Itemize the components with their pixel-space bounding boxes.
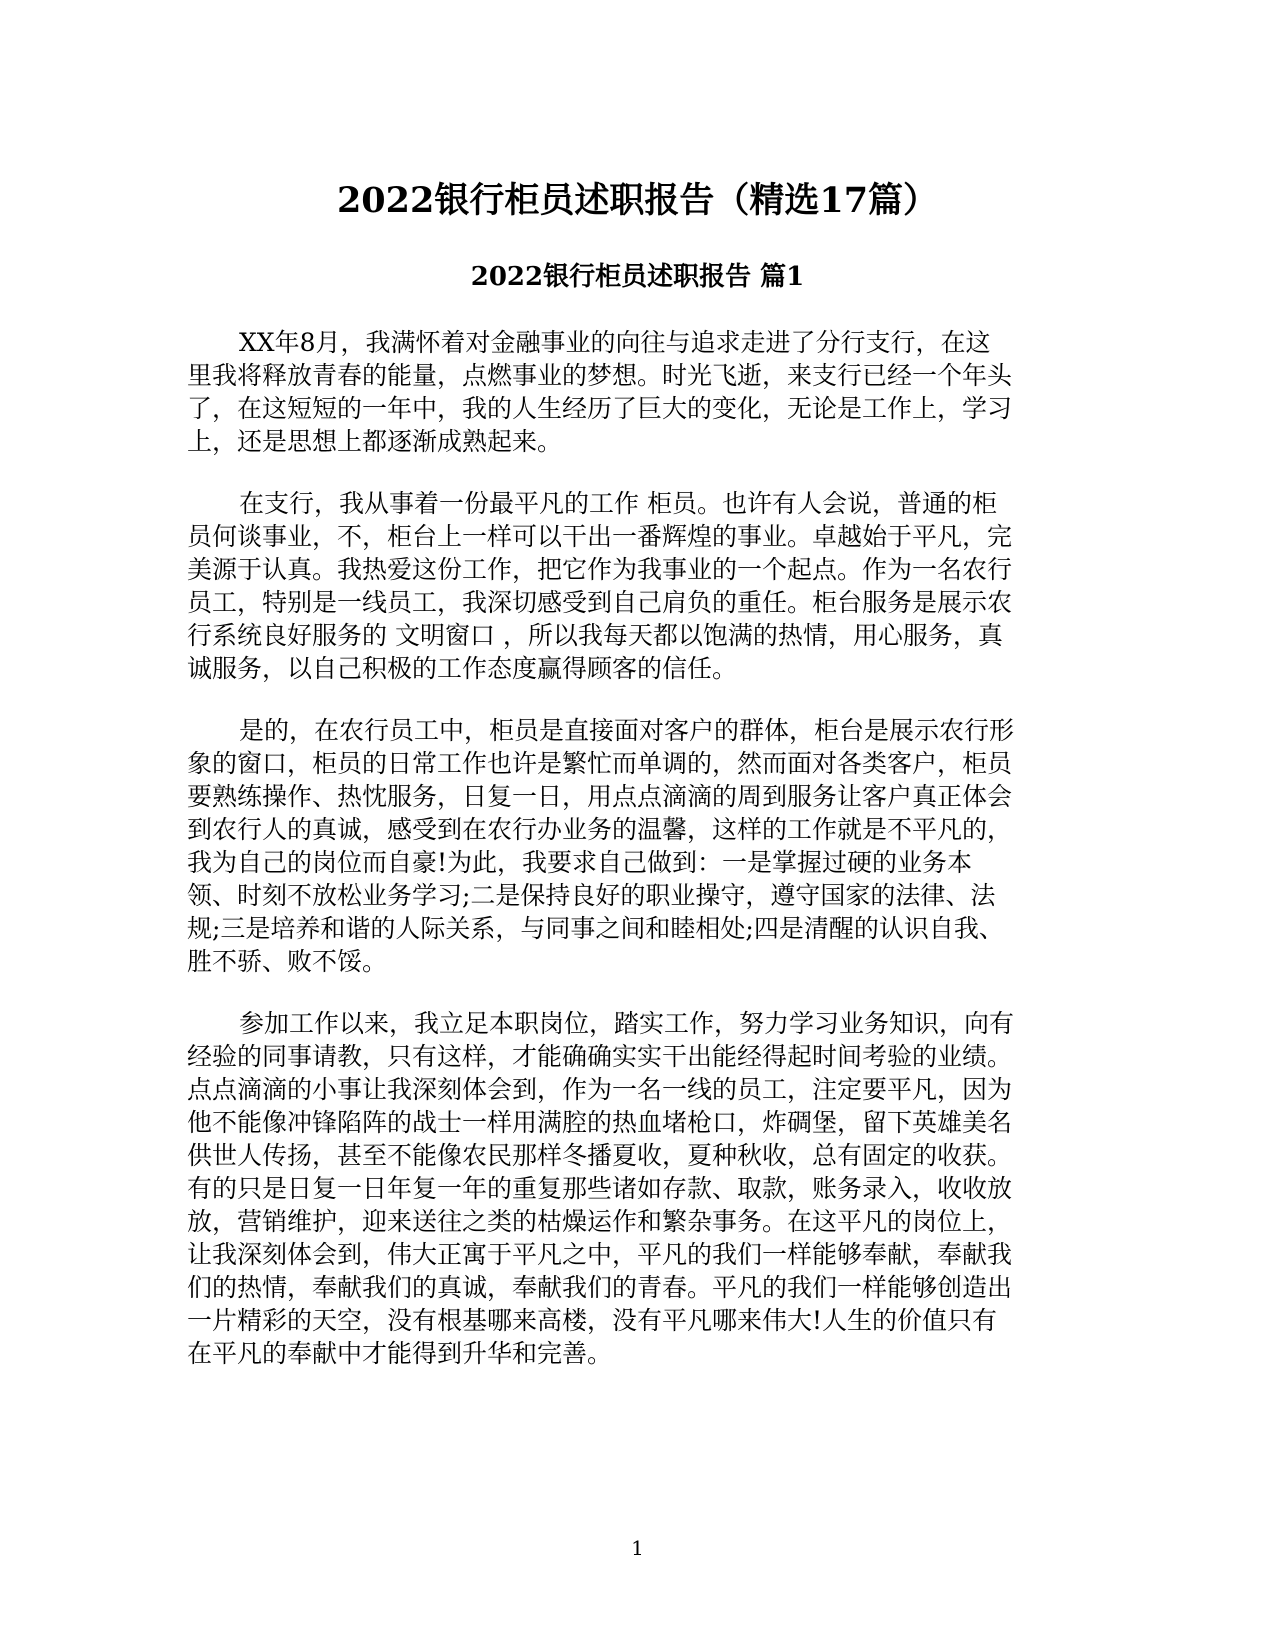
text-line: 美源于认真。我热爱这份工作，把它作为我事业的一个起点。作为一名农行 bbox=[187, 555, 1013, 584]
text-line: 领、时刻不放松业务学习;二是保持良好的职业操守，遵守国家的法律、法 bbox=[187, 881, 996, 910]
text-line: 员何谈事业，不，柜台上一样可以干出一番辉煌的事业。卓越始于平凡，完 bbox=[187, 522, 1013, 551]
text-line: XX年8月，我满怀着对金融事业的向往与追求走进了分行支行，在这 bbox=[239, 328, 991, 357]
paragraph-2 bbox=[187, 487, 1072, 685]
text-line: 了，在这短短的一年中，我的人生经历了巨大的变化，无论是工作上，学习 bbox=[187, 394, 1013, 423]
text-line: 在支行，我从事着一份最平凡的工作 柜员。也许有人会说，普通的柜 bbox=[239, 489, 997, 518]
text-line: 他不能像冲锋陷阵的战士一样用满腔的热血堵枪口，炸碉堡，留下英雄美名 bbox=[187, 1108, 1013, 1137]
text-line: 在平凡的奉献中才能得到升华和完善。 bbox=[187, 1339, 613, 1368]
text-line: 们的热情，奉献我们的真诚，奉献我们的青春。平凡的我们一样能够创造出 bbox=[187, 1273, 1013, 1302]
text-line: 到农行人的真诚，感受到在农行办业务的温馨，这样的工作就是不平凡的， bbox=[187, 815, 1013, 844]
text-line: 一片精彩的天空，没有根基哪来高楼，没有平凡哪来伟大!人生的价值只有 bbox=[187, 1306, 998, 1335]
text-line: 放，营销维护，迎来送往之类的枯燥运作和繁杂事务。在这平凡的岗位上， bbox=[187, 1207, 1013, 1236]
paragraph-3 bbox=[187, 714, 1072, 978]
text-line: 上，还是思想上都逐渐成熟起来。 bbox=[187, 427, 563, 456]
section-heading: 2022银行柜员述职报告 篇1 bbox=[470, 262, 805, 292]
text-line: 经验的同事请教，只有这样，才能确确实实干出能经得起时间考验的业绩。 bbox=[187, 1042, 1013, 1071]
paragraph-4 bbox=[187, 1007, 1072, 1370]
text-line: 员工，特别是一线员工，我深切感受到自己肩负的重任。柜台服务是展示农 bbox=[187, 588, 1013, 617]
text-line: 参加工作以来，我立足本职岗位，踏实工作，努力学习业务知识，向有 bbox=[239, 1009, 1015, 1038]
text-line: 象的窗口，柜员的日常工作也许是繁忙而单调的，然而面对各类客户，柜员 bbox=[187, 749, 1013, 778]
text-line: 有的只是日复一日年复一年的重复那些诸如存款、取款，账务录入，收收放 bbox=[187, 1174, 1013, 1203]
text-line: 供世人传扬，甚至不能像农民那样冬播夏收，夏种秋收，总有固定的收获。 bbox=[187, 1141, 1013, 1170]
text-line: 行系统良好服务的 文明窗口 ，所以我每天都以饱满的热情，用心服务，真 bbox=[187, 621, 1003, 650]
text-line: 规;三是培养和谐的人际关系，与同事之间和睦相处;四是清醒的认识自我、 bbox=[187, 914, 1004, 943]
text-line: 让我深刻体会到，伟大正寓于平凡之中，平凡的我们一样能够奉献，奉献我 bbox=[187, 1240, 1013, 1269]
document-body bbox=[187, 326, 1072, 1399]
paragraph-1 bbox=[187, 326, 1072, 458]
text-line: 我为自己的岗位而自豪!为此，我要求自己做到：一是掌握过硬的业务本 bbox=[187, 848, 973, 877]
text-line: 是的，在农行员工中，柜员是直接面对客户的群体，柜台是展示农行形 bbox=[239, 716, 1015, 745]
text-line: 里我将释放青春的能量，点燃事业的梦想。时光飞逝，来支行已经一个年头 bbox=[187, 361, 1013, 390]
page-number: 1 bbox=[631, 1536, 644, 1560]
text-line: 诚服务，以自己积极的工作态度赢得顾客的信任。 bbox=[187, 654, 738, 683]
text-line: 要熟练操作、热忱服务，日复一日，用点点滴滴的周到服务让客户真正体会 bbox=[187, 782, 1013, 811]
text-line: 点点滴滴的小事让我深刻体会到，作为一名一线的员工，注定要平凡，因为 bbox=[187, 1075, 1013, 1104]
text-line: 胜不骄、败不馁。 bbox=[187, 947, 388, 976]
document-title: 2022银行柜员述职报告（精选17篇） bbox=[336, 180, 939, 221]
